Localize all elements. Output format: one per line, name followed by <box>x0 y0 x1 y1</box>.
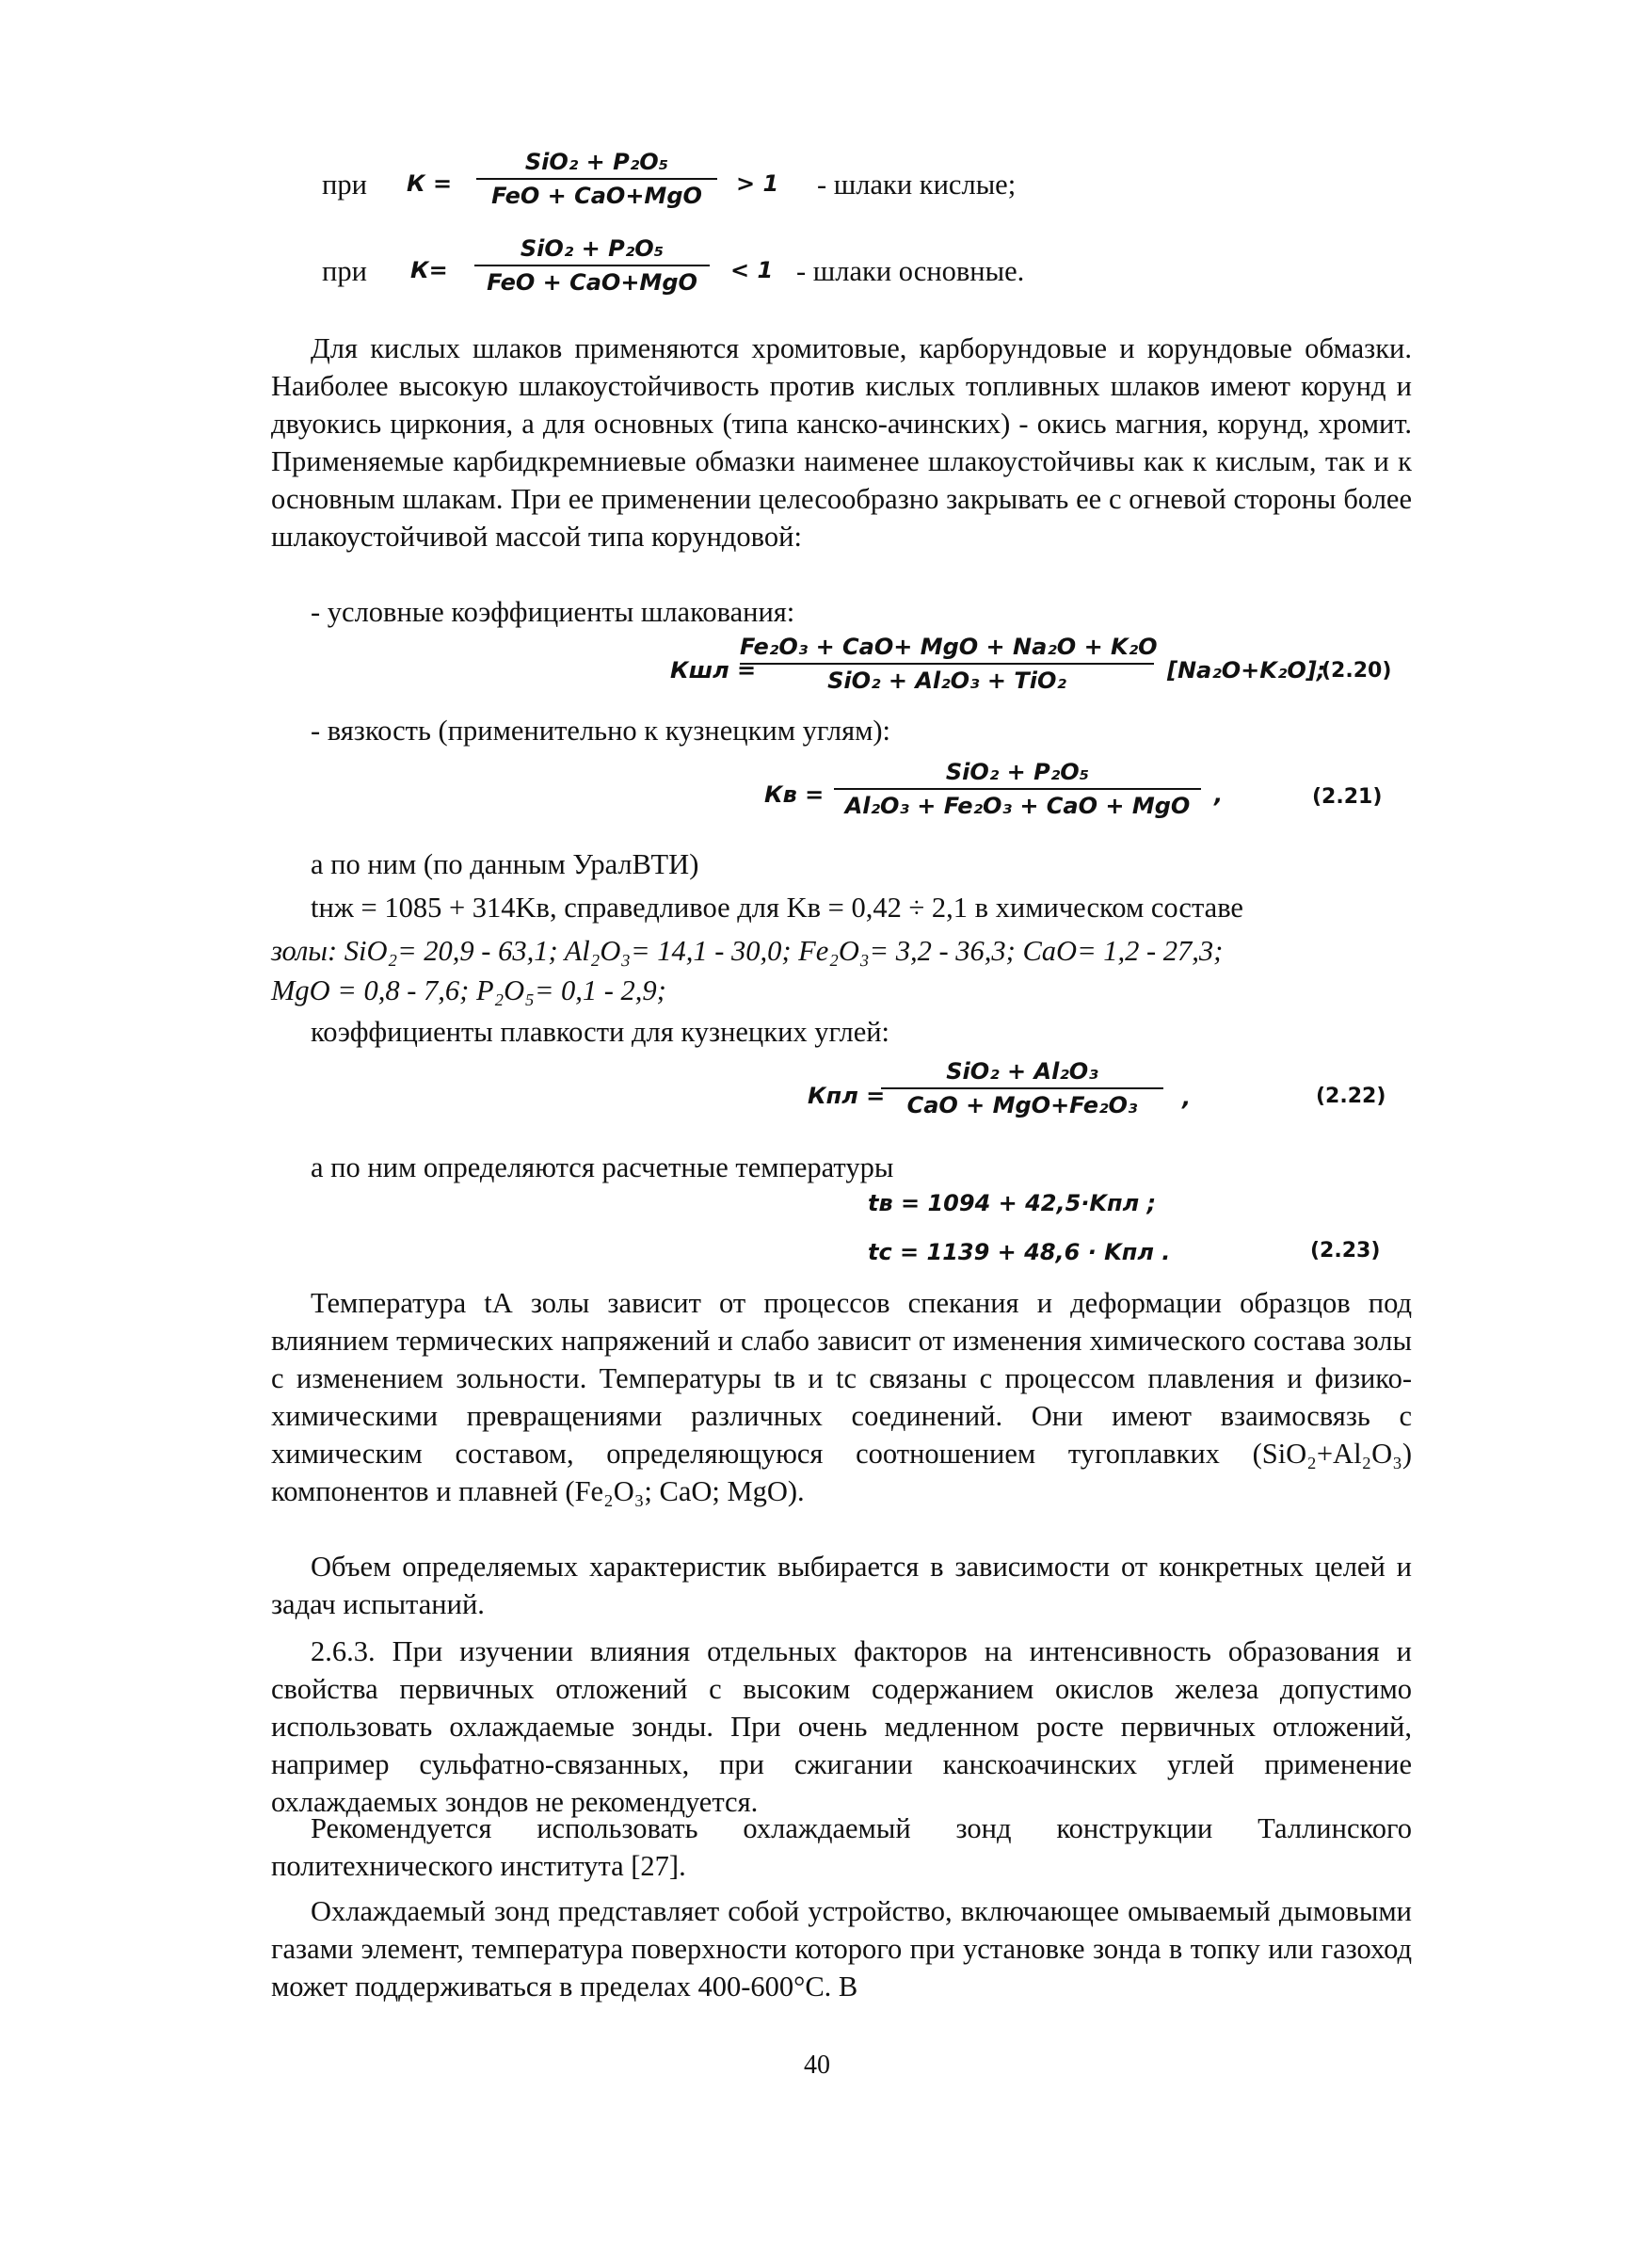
paragraph-ash-temperature: Температура tА золы зависит от процессов спекания и деформации образцов под влиянием термических напряжений и слабо зависит от изменения химического состава золы с изменением зольности. Температуры tв и tс связаны с процессом плавления и физико-химическими превращениями различных соединений. Они имеют взаимосвязь с химическим составом, определяющуюся соотношением тугоплавких (SiO₂+Al₂O₃) компонентов и плавней (Fe₂O₃; CaO; MgO). <box>271 1287 1412 1507</box>
paragraph-2-6-3: 2.6.3. При изучении влияния отдельных факторов на интенсивность образования и свойства первичных отложений с высоким содержанием окислов железа допустимо использовать охлаждаемые зонды. При очень медленном росте первичных отложений, например сульфатно-связанных, при сжигании канскоачинских углей применение охлаждаемых зондов не рекомендуется. <box>271 1635 1412 1818</box>
fraction-bar <box>474 265 710 266</box>
eq-2-22-numerator: SiO₂ + Al₂O₃ <box>946 1058 1098 1085</box>
pri-label-1: при <box>322 169 367 201</box>
ash-composition-line-1: золы: SiO₂= 20,9 - 63,1; Al₂O₃= 14,1 - 30,0; Fe₂O₃= 3,2 - 36,3; CaO= 1,2 - 27,3; <box>271 935 1224 967</box>
k-acid-denominator: FeO + CaO+MgO <box>491 183 702 209</box>
eq-2-21-fraction <box>834 759 1201 819</box>
item-slagging-coefficients: - условные коэффициенты шлакования: <box>311 596 795 628</box>
paragraph-coatings: Для кислых шлаков применяются хромитовые, карборундовые и корундовые обмазки. Наиболее высокую шлакоустойчивость против кислых топливных шлаков имеют корунд и двуокись циркония, а для основных (типа канско-ачинских) - окись магния, корунд, хромит. Применяемые карбидкремниевые обмазки наименее шлакоустойчивы как к кислым, так и к основным шлакам. При ее применении целесообразно закрывать ее с огневой стороны более шлакоустойчивой массой типа корундовой: <box>271 332 1412 553</box>
paragraph-cooled-probe: Охлаждаемый зонд представляет собой устройство, включающее омываемый дымовыми газами элемент, температура поверхности которого при установке зонда в топку или газоход может поддерживаться в пределах 400-600°С. В <box>271 1895 1412 2003</box>
uralvti-line: а по ним (по данным УралВТИ) <box>311 848 699 880</box>
eq-2-21-tail: , <box>1214 781 1224 808</box>
tnzh-formula-line: tнж = 1085 + 314Kв, справедливое для Kв = 0,42 ÷ 2,1 в химическом составе <box>311 892 1243 924</box>
eq-2-20-lhs: Кшл = <box>670 657 757 684</box>
k-basic-lhs: К= <box>410 257 448 283</box>
eq-2-20-fraction <box>740 634 1158 694</box>
item-viscosity: - вязкость (применительно к кузнецким углям): <box>311 715 891 747</box>
eq-2-22-tail: , <box>1182 1085 1192 1111</box>
k-acid-fraction <box>476 149 717 209</box>
basic-slag-text: - шлаки основные. <box>796 255 1025 287</box>
eq-2-21-denominator: Al₂O₃ + Fe₂O₃ + CaO + MgO <box>844 793 1191 819</box>
eq-2-20-denominator: SiO₂ + Al₂O₃ + TiO₂ <box>827 668 1066 694</box>
fraction-bar <box>881 1087 1163 1089</box>
eq-2-20-numerator: Fe₂O₃ + CaO+ MgO + Na₂O + K₂O <box>740 634 1158 660</box>
item-fusibility: коэффициенты плавкости для кузнецких углей: <box>311 1016 890 1048</box>
paragraph-tallinn-probe: Рекомендуется использовать охлаждаемый зонд конструкции Таллинского политехнического института [27]. <box>271 1812 1412 1882</box>
eq-2-22-lhs: Кпл = <box>808 1083 886 1109</box>
eq-2-23-line-2: tс = 1139 + 48,6 · Kпл . <box>868 1239 1171 1265</box>
fraction-bar <box>834 788 1201 790</box>
calculated-temps-line: а по ним определяются расчетные температуры <box>311 1151 894 1183</box>
pri-label-2: при <box>322 255 367 287</box>
fraction-bar <box>740 663 1154 665</box>
eq-2-22-fraction <box>881 1058 1163 1118</box>
eq-2-20-tail: [Na₂O+K₂O]; <box>1167 657 1326 684</box>
k-basic-fraction <box>474 235 710 296</box>
eq-2-21-numerator: SiO₂ + P₂O₅ <box>945 759 1090 785</box>
equation-number-2-22: (2.22) <box>1316 1085 1386 1108</box>
k-basic-comparison: < 1 <box>730 257 774 283</box>
ash-composition-line-2: MgO = 0,8 - 7,6; P₂O₅= 0,1 - 2,9; <box>271 974 666 1006</box>
eq-2-23-line-1: tв = 1094 + 42,5·Kпл ; <box>868 1190 1157 1216</box>
fraction-bar <box>476 178 717 180</box>
page-number: 40 <box>804 2051 830 2080</box>
k-acid-numerator: SiO₂ + P₂O₅ <box>524 149 669 175</box>
equation-number-2-23: (2.23) <box>1310 1239 1381 1263</box>
equation-number-2-20: (2.20) <box>1322 659 1392 683</box>
equation-number-2-21: (2.21) <box>1312 785 1383 809</box>
k-acid-lhs: К = <box>407 170 453 197</box>
eq-2-22-denominator: CaO + MgO+Fe₂O₃ <box>906 1092 1138 1118</box>
k-basic-numerator: SiO₂ + P₂O₅ <box>520 235 665 262</box>
k-acid-comparison: > 1 <box>736 170 779 197</box>
acid-slag-text: - шлаки кислые; <box>817 169 1017 201</box>
paragraph-characteristics: Объем определяемых характеристик выбирается в зависимости от конкретных целей и задач испытаний. <box>271 1551 1412 1620</box>
eq-2-21-lhs: Кв = <box>764 781 825 808</box>
k-basic-denominator: FeO + CaO+MgO <box>487 269 697 296</box>
